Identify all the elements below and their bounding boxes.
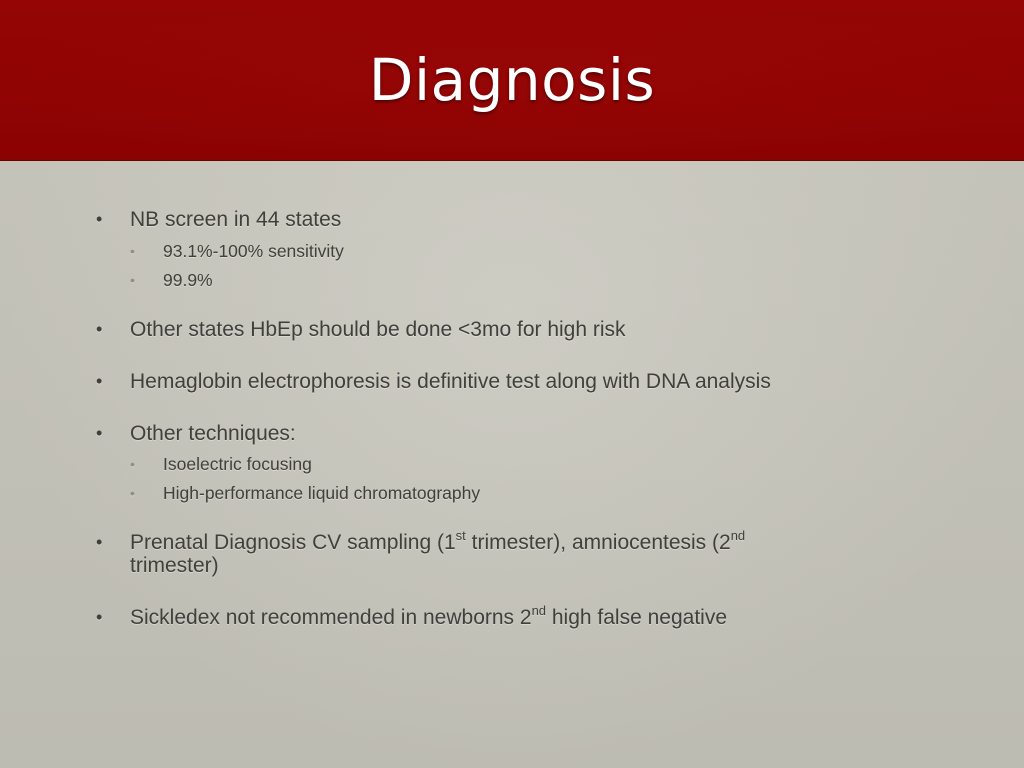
sub-bullet-dot: • bbox=[130, 272, 135, 288]
bullet-dot: • bbox=[96, 371, 103, 391]
bullet-text bbox=[130, 528, 890, 577]
bullet-dot: • bbox=[96, 607, 103, 627]
bullet-text-part: trimester) bbox=[130, 554, 219, 577]
superscript: nd bbox=[531, 603, 547, 618]
bullet-dot: • bbox=[96, 423, 103, 443]
title-banner bbox=[0, 0, 1024, 161]
sub-bullet-text: Isoelectric focusing bbox=[163, 454, 312, 474]
bullet-dot: • bbox=[96, 319, 103, 339]
bullet-text bbox=[130, 603, 890, 629]
superscript: st bbox=[455, 528, 466, 543]
bullet-text-part: Sickledex not recommended in newborns 2 bbox=[130, 606, 532, 629]
bullet-text-part: trimester), amniocentesis (2 bbox=[465, 531, 731, 554]
bullet-dot: • bbox=[96, 209, 103, 229]
sub-bullet-text: 99.9% bbox=[163, 270, 213, 290]
bullet-text-part: Prenatal Diagnosis CV sampling (1 bbox=[130, 531, 456, 554]
sub-bullet-text: 93.1%-100% sensitivity bbox=[163, 241, 344, 261]
bullet-text: Other states HbEp should be done <3mo for high risk bbox=[130, 318, 626, 341]
sub-bullet-text: High-performance liquid chromatography bbox=[163, 483, 481, 503]
bullet-text: Hemaglobin electrophoresis is definitive test along with DNA analysis bbox=[130, 370, 771, 393]
sub-bullet-dot: • bbox=[130, 456, 135, 472]
superscript: nd bbox=[730, 528, 746, 543]
bullet-text: NB screen in 44 states bbox=[130, 208, 342, 231]
bullet-text-part: high false negative bbox=[546, 606, 727, 629]
bullet-dot: • bbox=[96, 532, 103, 552]
sub-bullet-dot: • bbox=[130, 485, 135, 501]
slide-title: Diagnosis bbox=[368, 46, 656, 114]
sub-bullet-dot: • bbox=[130, 243, 135, 259]
bullet-text: Other techniques: bbox=[130, 422, 296, 445]
